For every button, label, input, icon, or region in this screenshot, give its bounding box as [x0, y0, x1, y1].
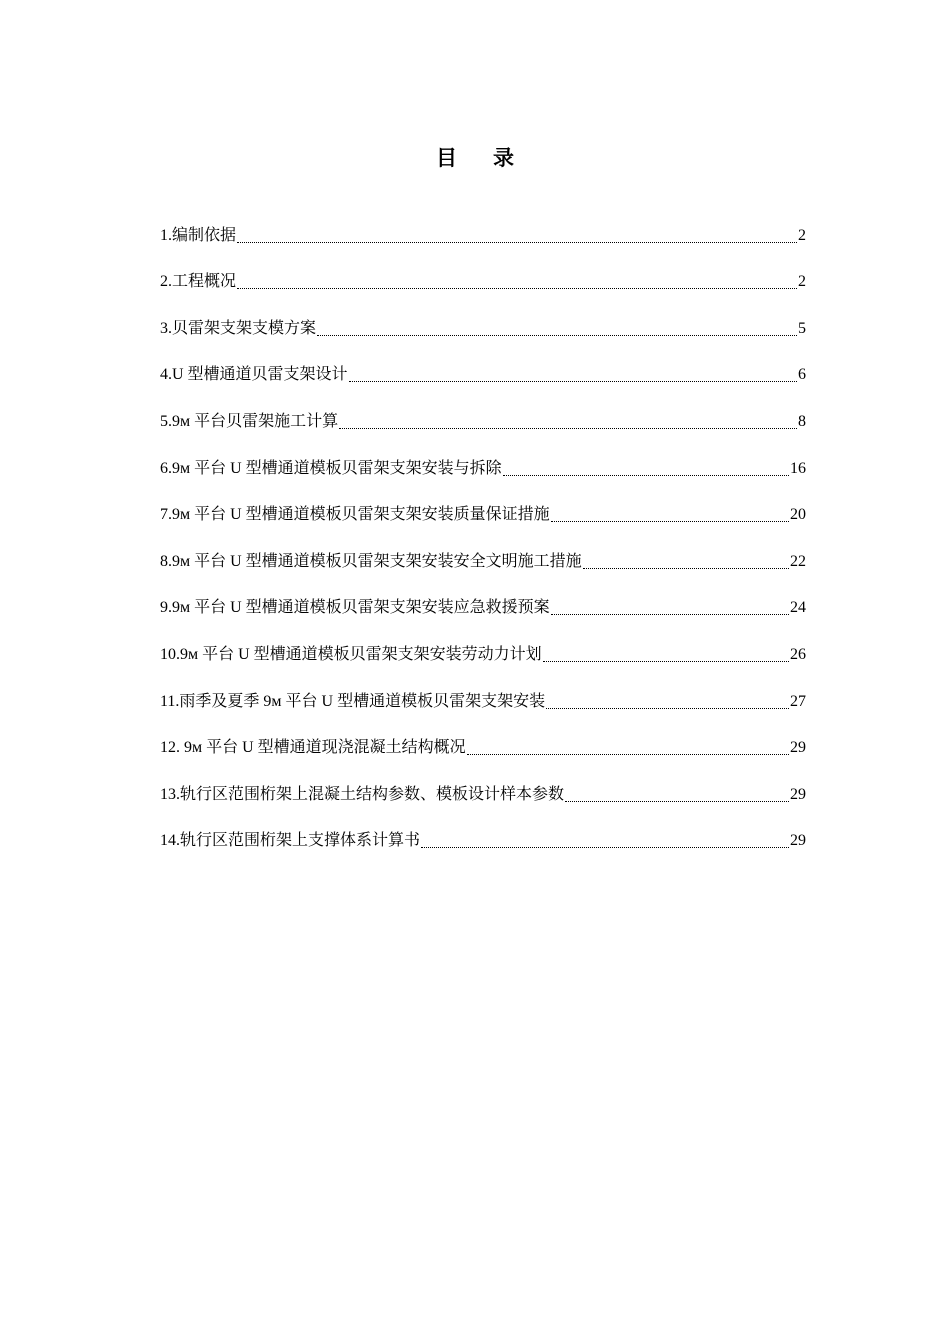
toc-entry[interactable] [160, 436, 806, 483]
toc-dot-leader [551, 614, 789, 615]
toc-entry-title: 9.9м 平台 U 型槽通道模板贝雷架支架安装应急救援预案 [160, 599, 550, 617]
toc-dot-leader [546, 708, 789, 709]
toc-dot-leader [421, 847, 789, 848]
toc-entry-page-number: 5 [798, 319, 806, 337]
toc-entry-page-number: 22 [790, 552, 806, 570]
toc-entry[interactable] [160, 250, 806, 297]
toc-entry-title: 11.雨季及夏季 9м 平台 U 型槽通道模板贝雷架支架安装 [160, 692, 546, 710]
toc-entry-page-number: 20 [790, 506, 806, 524]
toc-entry-page-number: 2 [798, 226, 806, 244]
toc-entry-page-number: 2 [798, 273, 806, 291]
toc-entry[interactable] [160, 622, 806, 669]
toc-dot-leader [349, 381, 797, 382]
toc-entry-title: 1.编制依据 [160, 226, 237, 244]
table-of-contents [160, 203, 806, 855]
toc-entry[interactable] [160, 762, 806, 809]
toc-entry-page-number: 24 [790, 599, 806, 617]
toc-entry[interactable] [160, 529, 806, 576]
toc-entry-title: 2.工程概况 [160, 273, 237, 291]
toc-entry-page-number: 27 [790, 692, 806, 710]
toc-entry-title: 5.9м 平台贝雷架施工计算 [160, 412, 339, 430]
toc-entry[interactable] [160, 296, 806, 343]
toc-dot-leader [565, 801, 789, 802]
toc-entry-page-number: 29 [790, 785, 806, 803]
toc-entry-title: 12. 9м 平台 U 型槽通道现浇混凝土结构概况 [160, 739, 466, 757]
toc-dot-leader [551, 521, 789, 522]
toc-title: 目录 [436, 146, 550, 170]
toc-entry-title: 13.轨行区范围桁架上混凝土结构参数、模板设计样本参数 [160, 785, 565, 803]
toc-dot-leader [467, 754, 789, 755]
toc-entry-page-number: 6 [798, 366, 806, 384]
toc-entry[interactable] [160, 389, 806, 436]
toc-entry[interactable] [160, 203, 806, 250]
toc-entry[interactable] [160, 669, 806, 716]
toc-dot-leader [543, 661, 789, 662]
toc-entry-title: 4.U 型槽通道贝雷支架设计 [160, 366, 348, 384]
toc-dot-leader [317, 335, 797, 336]
toc-entry[interactable] [160, 576, 806, 623]
toc-entry[interactable] [160, 809, 806, 856]
toc-dot-leader [237, 242, 797, 243]
toc-entry-title: 14.轨行区范围桁架上支撑体系计算书 [160, 832, 421, 850]
toc-dot-leader [583, 568, 789, 569]
toc-entry-title: 3.贝雷架支架支模方案 [160, 319, 317, 337]
toc-dot-leader [237, 288, 797, 289]
toc-entry-page-number: 26 [790, 645, 806, 663]
toc-entry-page-number: 29 [790, 832, 806, 850]
toc-entry-title: 10.9м 平台 U 型槽通道模板贝雷架支架安装劳动力计划 [160, 645, 542, 663]
toc-entry[interactable] [160, 483, 806, 530]
toc-dot-leader [339, 428, 797, 429]
toc-entry-title: 7.9м 平台 U 型槽通道模板贝雷架支架安装质量保证措施 [160, 506, 550, 524]
toc-dot-leader [503, 475, 789, 476]
toc-entry-title: 8.9м 平台 U 型槽通道模板贝雷架支架安装安全文明施工措施 [160, 552, 582, 570]
toc-entry[interactable] [160, 716, 806, 763]
toc-entry-page-number: 16 [790, 459, 806, 477]
toc-entry-page-number: 29 [790, 739, 806, 757]
toc-entry-title: 6.9м 平台 U 型槽通道模板贝雷架支架安装与拆除 [160, 459, 502, 477]
toc-entry-page-number: 8 [798, 412, 806, 430]
toc-entry[interactable] [160, 343, 806, 390]
